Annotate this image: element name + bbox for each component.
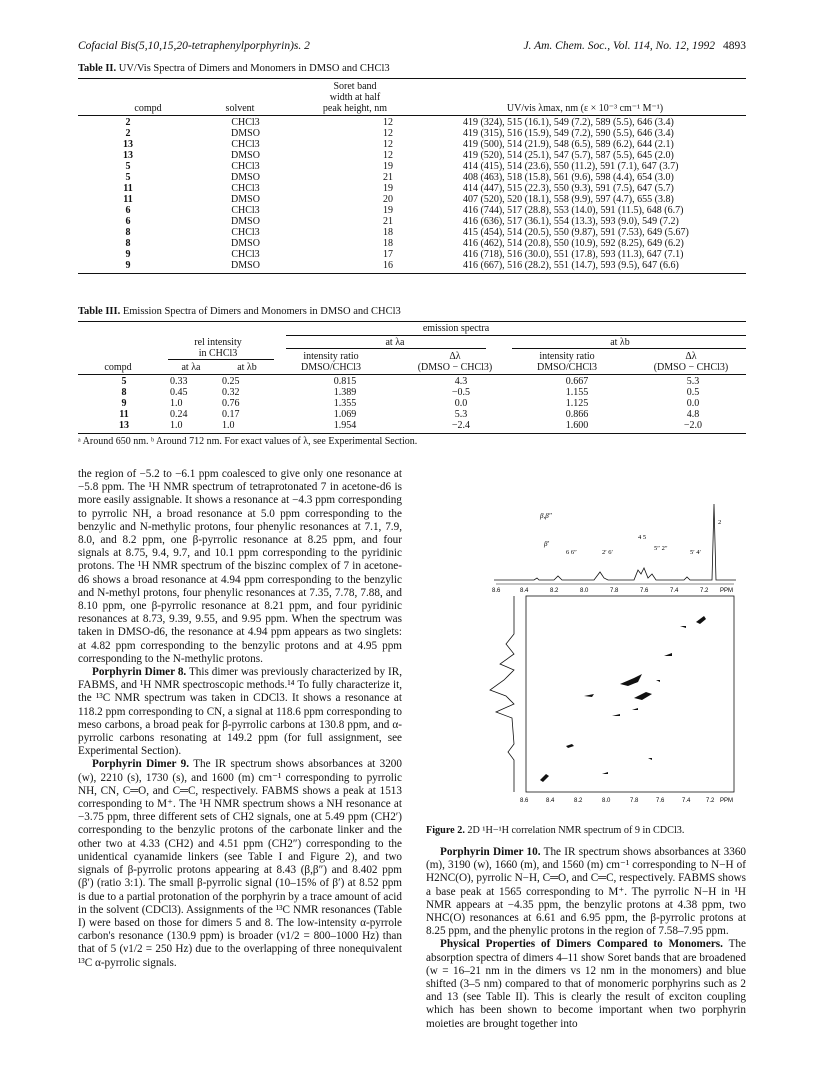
table3-row — [78, 420, 746, 431]
table2-cell-solvent: DMSO — [231, 128, 260, 139]
table3-header-dl-a: Δλ (DMSO − CHCl3) — [417, 351, 493, 373]
top-axis — [492, 584, 734, 594]
table2-cell-uv: 416 (667), 516 (28.2), 551 (14.7), 593 (9.5), 647 (6.6) — [463, 260, 679, 271]
table2-cell-compd: 5 — [125, 172, 131, 183]
table3-bottom-rule — [78, 433, 746, 434]
table2-row — [78, 227, 746, 238]
table3-emission-rule — [286, 335, 746, 336]
table2-cell-width: 19 — [383, 161, 393, 172]
table2-cell-compd: 13 — [123, 139, 133, 150]
table3-cell-dla: 4.3 — [454, 376, 468, 387]
table2-cell-solvent: DMSO — [231, 172, 260, 183]
right-column — [426, 846, 746, 1031]
paragraph-7-nmr: the region of −5.2 to −6.1 ppm coalesced to give only one resonance at −5.8 ppm. The ¹H NMR spectrum of tetraprotonated 7 in acetone-d6 is more easily assignable. It shows a resonance at −4.3 ppm corresponding to pyrrolic NH, a broad resonance at 5.0 ppm corresponding to the benzylic and N-methylic protons, four phenylic resonances at 7.1, 7.9, 8.0, and 8.2 ppm, one β-pyrrolic resonance at 8.25 ppm, and four signals at 8.75, 9.4, 9.7, and 10.1 ppm corresponding to the pyridinic protons. The ¹H NMR spectrum of the biszinc complex of 7 in acetone-d6 shows a broad resonance at 4.94 ppm corresponding to the benzylic and N-methyl protons, four phenylic resonances at 7.35, 7.78, 7.88, and 8.10 ppm, one β-pyrrolic resonance at 8.21 ppm, and four pyridinic resonances at 8.73, 9.39, 9.55, and 9.95 ppm. When the spectrum was taken in DMSO-d6, the resonance at 4.94 ppm appears as two singlets: at 4.82 ppm corresponding to the benzylic protons and at 4.95 ppm corresponding to the N-methylic protons. — [78, 468, 402, 665]
peak-label-66: 6 6″ — [566, 549, 577, 556]
table2-cell-compd: 6 — [125, 205, 131, 216]
table2-cell-uv: 415 (454), 514 (20.5), 550 (9.87), 591 (7.53), 649 (5.67) — [463, 227, 689, 238]
table2-cell-width: 12 — [383, 139, 393, 150]
table3-cell-compd: 8 — [121, 387, 127, 398]
table2-cell-solvent: CHCl3 — [231, 227, 260, 238]
table3-header-sub-b: at λb — [237, 362, 257, 373]
table2-cell-compd: 13 — [123, 150, 133, 161]
table3-cell-irb: 1.125 — [565, 398, 589, 409]
table2-cell-solvent: CHCl3 — [231, 139, 260, 150]
page-number: 4893 — [723, 40, 746, 52]
table3-cell-rb: 0.76 — [222, 398, 240, 409]
table3-cell-compd: 9 — [121, 398, 127, 409]
table2-row — [78, 161, 746, 172]
table2-row — [78, 139, 746, 150]
table2-cell-solvent: DMSO — [231, 194, 260, 205]
peak-label-54: 5′ 4′ — [690, 549, 701, 556]
top-tick-3: 8.2 — [550, 588, 559, 594]
table3-header-rule — [78, 374, 746, 375]
table2-cell-width: 20 — [383, 194, 393, 205]
table3-cell-compd: 11 — [119, 409, 129, 420]
table3-cell-ira: 1.954 — [333, 420, 357, 431]
table3-cell-rb: 0.17 — [222, 409, 240, 420]
table2-cell-compd: 8 — [125, 238, 131, 249]
paragraph-dimer-8: Porphyrin Dimer 8. This dimer was previously characterized by IR, FABMS, and ¹H NMR spectroscopic methods.¹⁴ To fully characterize it, the ¹³C NMR spectrum was taken in CDCl3. It shows a resonance at 118.2 ppm corresponding to CN, a signal at 118.6 ppm corresponding to meso carbons, a broad peak for β-pyrrolic carbons at 130.8 ppm, and α-pyrrolic carbons resonating at 149.2 ppm (for full assignment, see Experimental Section). — [78, 666, 402, 758]
paragraph-dimer-10: Porphyrin Dimer 10. The IR spectrum shows absorbances at 3360 (m), 3190 (w), 1660 (m), and 1560 (m) cm⁻¹ corresponding to N−H of H2NC(O), pyrrolic N−H, C═O, and C═C, respectively. FABMS shows a base peak at 1565 corresponding to M⁺. The pyrrolic N−H in ¹H NMR appears at −4.35 ppm, the benzylic protons at 4.38 ppm, two NHC(O) resonances at 6.61 and 6.95 ppm, the β-pyrrolic protons at 8.25 ppm, and the phenylic protons in the region of 7.58–7.95 ppm. — [426, 846, 747, 938]
bottom-tick-4: 8.0 — [602, 798, 611, 804]
table3-cell-irb: 1.155 — [565, 387, 589, 398]
table2-row — [78, 183, 746, 194]
top-tick-5: 7.8 — [610, 588, 619, 594]
table3-row — [78, 376, 746, 387]
table2-row — [78, 117, 746, 128]
paragraph-dimer-9: Porphyrin Dimer 9. The IR spectrum shows absorbances at 3200 (w), 2210 (s), 1730 (s), and 1600 (m) cm⁻¹ corresponding to pyrrolic NH, CN, C═O, and C═C, respectively. FABMS shows a peak at 1513 corresponding to M⁺. The ¹H NMR spectrum shows a NH resonance at −3.75 ppm, three different sets of CH2 signals, one at 5.49 ppm (CH2′) corresponding to the benzylic protons of the carbonate linker and the other two at 4.33 (CH2) and 4.51 ppm (CH2″) corresponding to the unidentical cyanamide linkers (see Table I and Figure 2), and two signals of β-pyrrolic protons appearing at 8.43 (β,β″) and 8.402 ppm (β′) (ratio 3:1). The small β-pyrrolic signal (10–15% of β′) at 8.52 ppm is due to a partial protonation of the porphyrin by a trace amount of acid in the solvent (CDCl3). Assignments of the ¹³C NMR resonances (Table I) were based on those for dimers 5 and 8. The low-intensity α-pyrrole carbon's resonance (130.9 ppm) is broader (ν1/2 = 800–1000 Hz) than that of 5 (ν1/2 = 250 Hz) due to the overlapping of three nonequivalent ¹³C α-pyrrolic signals. — [78, 758, 402, 969]
table3-cell-ira: 0.815 — [333, 376, 357, 387]
table2-cell-width: 17 — [383, 249, 393, 260]
table2-cell-compd: 8 — [125, 227, 131, 238]
table2-cell-width: 21 — [383, 216, 393, 227]
table3-cell-ra: 0.45 — [170, 387, 188, 398]
table3-cell-irb: 1.600 — [565, 420, 589, 431]
paragraph-physical-properties: Physical Properties of Dimers Compared to Monomers. The absorption spectra of dimers 4–11 show Soret bands that are broadened (w = 16–21 nm in the dimers vs 12 nm in the monomers) and blue shifted (3–5 nm) compared to that of monomeric porphyrins such as 2 and 13 (see Table II). This is clearly the result of exciton coupling which has been shown to become important when two porphyrin moieties are brought together into — [426, 938, 746, 1030]
table3-cell-dla: −2.4 — [451, 420, 471, 431]
table2-cell-solvent: DMSO — [231, 150, 260, 161]
table3-cell-rb: 0.32 — [222, 387, 240, 398]
table2-cell-uv: 408 (463), 518 (15.8), 561 (9.6), 598 (4.4), 654 (3.0) — [463, 172, 674, 183]
table3-cell-ra: 1.0 — [170, 398, 183, 409]
table2-cell-width: 19 — [383, 183, 393, 194]
table2-row — [78, 172, 746, 183]
table3-caption: Table III. Emission Spectra of Dimers and Monomers in DMSO and CHCl3 — [78, 306, 401, 317]
table2-cell-solvent: DMSO — [231, 260, 260, 271]
peak-label-2: 2 — [718, 519, 722, 526]
table2-row — [78, 216, 746, 227]
table2-cell-width: 21 — [383, 172, 393, 183]
table2-cell-width: 19 — [383, 205, 393, 216]
table3-header-at-a: at λa — [385, 337, 405, 348]
table2-top-rule — [78, 78, 746, 79]
top-tick-7: 7.4 — [670, 588, 679, 594]
table2-row — [78, 205, 746, 216]
table3-cell-ira: 1.069 — [333, 409, 357, 420]
table2-cell-uv: 416 (462), 514 (20.8), 550 (10.9), 592 (8.25), 649 (6.2) — [463, 238, 684, 249]
left-column — [78, 468, 402, 970]
table2-row — [78, 150, 746, 161]
bottom-axis — [520, 798, 733, 804]
table2-row — [78, 260, 746, 271]
table2-cell-uv: 414 (447), 515 (22.3), 550 (9.3), 591 (7.5), 647 (5.7) — [463, 183, 674, 194]
table2-cell-solvent: DMSO — [231, 238, 260, 249]
table3-cell-dla: 5.3 — [454, 409, 468, 420]
contour-frame — [526, 596, 734, 792]
table2-cell-uv: 414 (415), 514 (23.6), 550 (11.2), 591 (7.1), 647 (3.7) — [463, 161, 679, 172]
table3-cell-compd: 13 — [119, 420, 129, 431]
table3-cell-irb: 0.667 — [565, 376, 589, 387]
table2-cell-compd: 11 — [123, 183, 133, 194]
table3-cell-dlb: −2.0 — [683, 420, 703, 431]
peak-label-b1: β′ — [544, 540, 550, 548]
table3-row — [78, 387, 746, 398]
top-tick-6: 7.6 — [640, 588, 649, 594]
table2-cell-width: 18 — [383, 238, 393, 249]
table3-cell-dla: −0.5 — [451, 387, 471, 398]
table3-cell-dlb: 4.8 — [686, 409, 700, 420]
table3-cell-ra: 0.24 — [170, 409, 188, 420]
table3-header-ratio-b: intensity ratio DMSO/CHCl3 — [536, 351, 597, 373]
top-tick-4: 8.0 — [580, 588, 589, 594]
bottom-axis-unit: PPM — [720, 798, 734, 804]
table3-header-compd: compd — [104, 362, 132, 373]
table2-cell-uv: 407 (520), 520 (18.1), 558 (9.9), 597 (4.7), 655 (3.8) — [463, 194, 674, 205]
table3-cell-ira: 1.355 — [333, 398, 357, 409]
table3-header-emission: emission spectra — [422, 323, 490, 334]
table2-cell-width: 18 — [383, 227, 393, 238]
table2-caption: Table II. UV/Vis Spectra of Dimers and Monomers in DMSO and CHCl3 — [78, 63, 390, 74]
table2-cell-width: 12 — [383, 128, 393, 139]
table2-cell-compd: 2 — [125, 128, 131, 139]
bottom-tick-2: 8.4 — [546, 798, 555, 804]
table2-cell-uv: 416 (718), 516 (30.0), 551 (17.8), 593 (11.3), 647 (7.1) — [463, 249, 684, 260]
peak-label-45: 4 5 — [638, 534, 647, 541]
table2-cell-uv: 416 (744), 517 (28.8), 553 (14.0), 591 (11.5), 648 (6.7) — [463, 205, 684, 216]
figure-2-cosy-spectrum — [484, 484, 746, 816]
table2-cell-uv: 416 (636), 517 (36.1), 554 (13.3), 593 (9.0), 549 (7.2) — [463, 216, 679, 227]
table2-header-uvvis: UV/vis λmax, nm (ε × 10⁻³ cm⁻¹ M⁻¹) — [506, 103, 664, 114]
table3-cell-rb: 1.0 — [222, 420, 235, 431]
figure-2-caption: Figure 2. 2D ¹H−¹H correlation NMR spectrum of 9 in CDCl3. — [426, 825, 685, 836]
table2-cell-width: 16 — [383, 260, 393, 271]
peak-label-52: 5″ 2″ — [654, 545, 668, 552]
table2-cell-uv: 419 (324), 515 (16.1), 549 (7.2), 589 (5.5), 646 (3.4) — [463, 117, 674, 128]
top-tick-8: 7.2 — [700, 588, 709, 594]
table3-header-sub-a: at λa — [181, 362, 201, 373]
table2-cell-compd: 9 — [125, 260, 131, 271]
table3-header-at-b: at λb — [610, 337, 630, 348]
bottom-tick-1: 8.6 — [520, 798, 529, 804]
table2-cell-compd: 5 — [125, 161, 131, 172]
table3-cell-ra: 1.0 — [170, 420, 183, 431]
bottom-tick-6: 7.6 — [656, 798, 665, 804]
bottom-tick-3: 8.2 — [574, 798, 583, 804]
top-tick-1: 8.6 — [492, 588, 501, 594]
table2-cell-solvent: CHCl3 — [231, 183, 260, 194]
table2-bottom-rule — [78, 273, 746, 274]
table3-at-b-rule — [512, 348, 746, 349]
table3-row — [78, 398, 746, 409]
running-head-title: Cofacial Bis(5,10,15,20-tetraphenylporphyrin)s. 2 — [78, 40, 310, 52]
table3-header-rel: rel intensity in CHCl3 — [194, 337, 242, 359]
table3-footnote: ᵃ Around 650 nm. ᵇ Around 712 nm. For exact values of λ, see Experimental Section. — [78, 436, 418, 447]
peak-label-26: 2′ 6′ — [602, 549, 613, 556]
table2-row — [78, 128, 746, 139]
table2-cell-solvent: CHCl3 — [231, 249, 260, 260]
table3-cell-dlb: 5.3 — [686, 376, 700, 387]
table2-header-soret: Soret band width at half peak height, nm — [322, 81, 388, 114]
table3-top-rule — [78, 321, 746, 322]
table3 — [78, 376, 746, 431]
table3-cell-irb: 0.866 — [565, 409, 589, 420]
top-tick-2: 8.4 — [520, 588, 529, 594]
left-projection-trace — [490, 596, 514, 792]
table2-cell-width: 12 — [383, 117, 393, 128]
table2-cell-uv: 419 (500), 514 (21.9), 548 (6.5), 589 (6.2), 644 (2.1) — [463, 139, 674, 150]
table2-cell-solvent: CHCl3 — [231, 161, 260, 172]
table3-cell-compd: 5 — [121, 376, 127, 387]
table2-cell-compd: 9 — [125, 249, 131, 260]
table3-at-a-rule — [286, 348, 486, 349]
table2-row — [78, 194, 746, 205]
top-axis-unit: PPM — [720, 588, 734, 594]
table2-header-solvent: solvent — [225, 103, 255, 114]
table2-cell-uv: 419 (520), 514 (25.1), 547 (5.7), 587 (5.5), 645 (2.0) — [463, 150, 674, 161]
bottom-tick-5: 7.8 — [630, 798, 639, 804]
table3-cell-dlb: 0.5 — [686, 387, 700, 398]
table2-header-compd: compd — [134, 103, 162, 114]
table3-cell-ra: 0.33 — [170, 376, 188, 387]
table3-rel-rule — [168, 359, 274, 360]
top-projection-trace — [494, 504, 736, 580]
table2-cell-compd: 11 — [123, 194, 133, 205]
bottom-tick-8: 7.2 — [706, 798, 715, 804]
table2-header-rule — [78, 115, 746, 116]
table3-row — [78, 409, 746, 420]
table2-cell-solvent: CHCl3 — [231, 117, 260, 128]
table2-cell-width: 12 — [383, 150, 393, 161]
table2-cell-uv: 419 (315), 516 (15.9), 549 (7.2), 590 (5.5), 646 (3.4) — [463, 128, 674, 139]
peak-label-bb: β,β″ — [540, 512, 552, 520]
table3-header-dl-b: Δλ (DMSO − CHCl3) — [653, 351, 729, 373]
table3-cell-dla: 0.0 — [454, 398, 468, 409]
table3-header-ratio-a: intensity ratio DMSO/CHCl3 — [300, 351, 361, 373]
table2-cell-solvent: DMSO — [231, 216, 260, 227]
table3-cell-rb: 0.25 — [222, 376, 240, 387]
running-head-journal: J. Am. Chem. Soc., Vol. 114, No. 12, 1992 4893 — [523, 40, 746, 52]
table2-cell-compd: 6 — [125, 216, 131, 227]
table2-row — [78, 238, 746, 249]
cross-peaks — [540, 616, 706, 782]
table2-row — [78, 249, 746, 260]
bottom-tick-7: 7.4 — [682, 798, 691, 804]
table2 — [78, 117, 746, 271]
table2-cell-compd: 2 — [125, 117, 131, 128]
table2-cell-solvent: CHCl3 — [231, 205, 260, 216]
table3-cell-dlb: 0.0 — [686, 398, 700, 409]
table3-cell-ira: 1.389 — [333, 387, 357, 398]
